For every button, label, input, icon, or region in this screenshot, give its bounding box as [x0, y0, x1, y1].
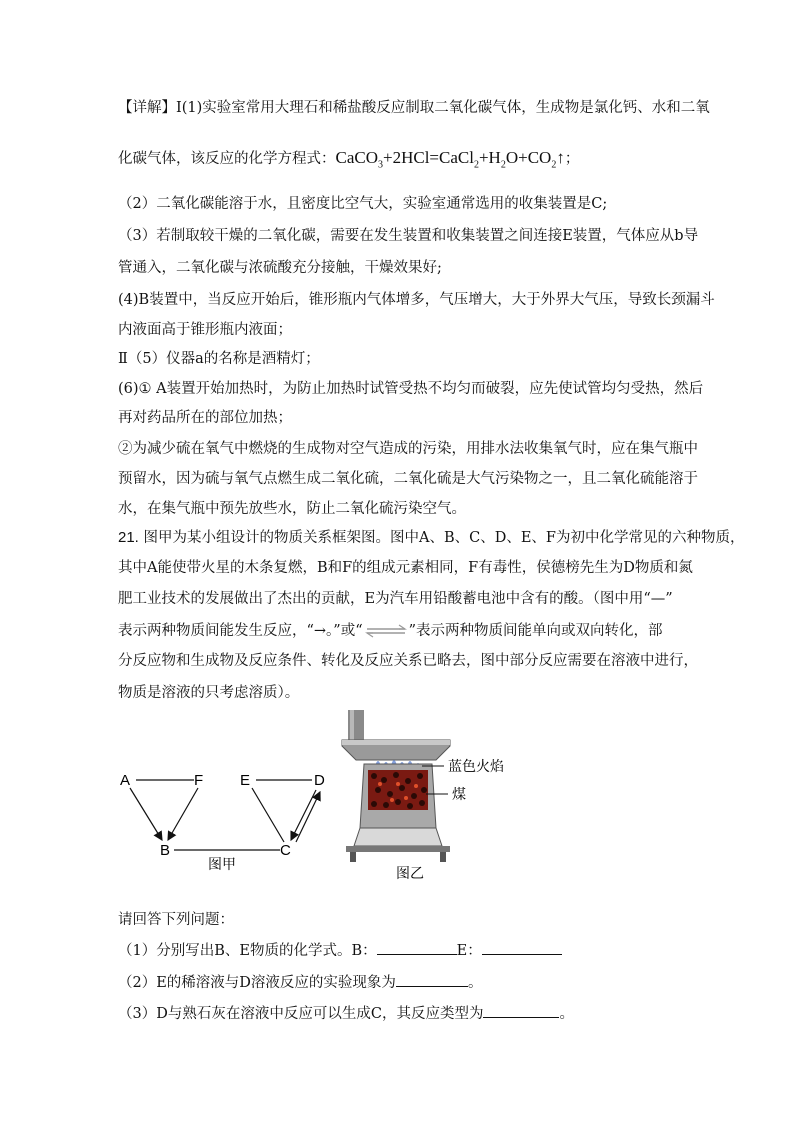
- node-e: E: [240, 772, 251, 789]
- eq-subscript: 3: [378, 159, 383, 171]
- edge-a-b: [130, 788, 162, 840]
- questions-intro: 请回答下列问题：: [118, 912, 234, 928]
- edge-d-c: [291, 790, 316, 840]
- question-2: [118, 971, 482, 992]
- solution-p6a: (6)① A装置开始加热时，为防止加热时试管受热不均匀而破裂，应先使试管均匀受热，然后: [118, 381, 704, 397]
- q21-line-1: [118, 526, 744, 547]
- gas-arrow: ↑: [556, 148, 565, 167]
- answer-blank-e[interactable]: [482, 940, 562, 955]
- q21-text: 表示两种物质间能发生反应，“→。”或“: [118, 623, 363, 639]
- q21-line-3: 肥工业技术的发展做出了杰出的贡献，E为汽车用铅酸蓄电池中含有的酸。（图中用“—”: [118, 591, 673, 607]
- solution-line-1: [118, 96, 710, 117]
- question-3: [118, 1002, 574, 1023]
- solution-text: 化碳气体，该反应的化学方程式：: [118, 151, 336, 167]
- solution-text: Ⅰ(1)实验室常用大理石和稀盐酸反应制取二氧化碳气体，生成物是氯化钙、水和二氧: [176, 100, 710, 116]
- eq-part: O+CO: [505, 148, 552, 167]
- eq-subscript: 2: [473, 159, 479, 171]
- chemical-equation: [335, 148, 565, 171]
- node-a: A: [120, 772, 131, 789]
- figure-yi: [338, 708, 518, 884]
- q21-text: ”表示两种物质间能单向或双向转化，部: [408, 623, 663, 639]
- solution-line-2: [118, 147, 579, 170]
- solution-tag: 【详解】: [118, 100, 176, 116]
- eq-subscript: 2: [551, 159, 557, 171]
- solution-p4a: (4)B装置中，当反应开始后，锥形瓶内气体增多，气压增大，大于外界大气压，导致长颈漏斗: [118, 292, 715, 308]
- eq-subscript: 2: [500, 159, 506, 171]
- solution-p7c: 水，在集气瓶中预先放些水，防止二氧化硫污染空气。: [118, 501, 466, 517]
- answer-blank-phenomenon[interactable]: [396, 972, 468, 987]
- node-c: C: [280, 842, 291, 859]
- question-number: 21.: [118, 529, 139, 546]
- q1-text: （1）分别写出B、E物质的化学式。B：: [118, 943, 377, 959]
- edge-f-b: [168, 788, 198, 840]
- solution-p4b: 内液面高于锥形瓶内液面；: [118, 322, 292, 338]
- label-coal: 煤: [452, 786, 466, 802]
- eq-part: +2HCl=CaCl: [383, 148, 474, 167]
- double-arrow-icon: [363, 624, 409, 638]
- question-1: [118, 939, 562, 960]
- q21-line-4: [118, 619, 663, 640]
- figure-caption: 图乙: [396, 865, 424, 881]
- q3-text: （3）D与熟石灰在溶液中反应可以生成C，其反应类型为: [118, 1006, 484, 1022]
- figure-jia: [112, 768, 352, 878]
- q2-end: 。: [467, 975, 483, 991]
- answer-blank-b[interactable]: [377, 940, 457, 955]
- eq-part: CaCO: [335, 148, 378, 167]
- node-f: F: [194, 772, 204, 789]
- edge-c-d: [296, 792, 320, 842]
- solution-p3b: 管通入，二氧化碳与浓硫酸充分接触，干燥效果好;: [118, 260, 442, 276]
- edge-e-c: [252, 788, 284, 842]
- label-blue-flame: 蓝色火焰: [448, 758, 504, 774]
- figure-caption: 图甲: [208, 856, 236, 872]
- solution-p7b: 预留水，因为硫与氧气点燃生成二氧化硫，二氧化硫是大气污染物之一，且二氧化硫能溶于: [118, 471, 698, 487]
- node-b: B: [160, 842, 171, 859]
- q21-line-5: 分反应物和生成物及反应条件、转化及反应关系已略去，图中部分反应需要在溶液中进行，: [118, 653, 698, 669]
- q21-line-6: 物质是溶液的只考虑溶质）。: [118, 685, 300, 701]
- q21-text: 图甲为某小组设计的物质关系框架图。图中A、B、C、D、E、F为初中化学常见的六种物质，: [138, 530, 745, 546]
- eq-end: ；: [564, 151, 580, 167]
- eq-part: +H: [478, 148, 501, 167]
- answer-blank-reaction-type[interactable]: [483, 1003, 559, 1018]
- solution-p6b: 再对药品所在的部位加热；: [118, 410, 292, 426]
- solution-p3a: （3）若制取较干燥的二氧化碳，需要在发生装置和收集装置之间连接E装置，气体应从b导: [118, 228, 699, 244]
- q1-text-e: E：: [456, 943, 482, 959]
- q21-line-2: 其中A能使带火星的木条复燃，B和F的组成元素相同，F有毒性，侯德榜先生为D物质和氮: [118, 560, 693, 576]
- q3-end: 。: [559, 1006, 574, 1022]
- solution-p5: Ⅱ（5）仪器a的名称是酒精灯；: [118, 351, 320, 367]
- node-d: D: [314, 772, 325, 789]
- solution-p2: （2）二氧化碳能溶于水，且密度比空气大，实验室通常选用的收集装置是C;: [118, 196, 608, 212]
- solution-p7a: ②为减少硫在氧气中燃烧的生成物对空气造成的污染，用排水法收集氧气时，应在集气瓶中: [118, 441, 698, 457]
- q2-text: （2）E的稀溶液与D溶液反应的实验现象为: [118, 975, 396, 991]
